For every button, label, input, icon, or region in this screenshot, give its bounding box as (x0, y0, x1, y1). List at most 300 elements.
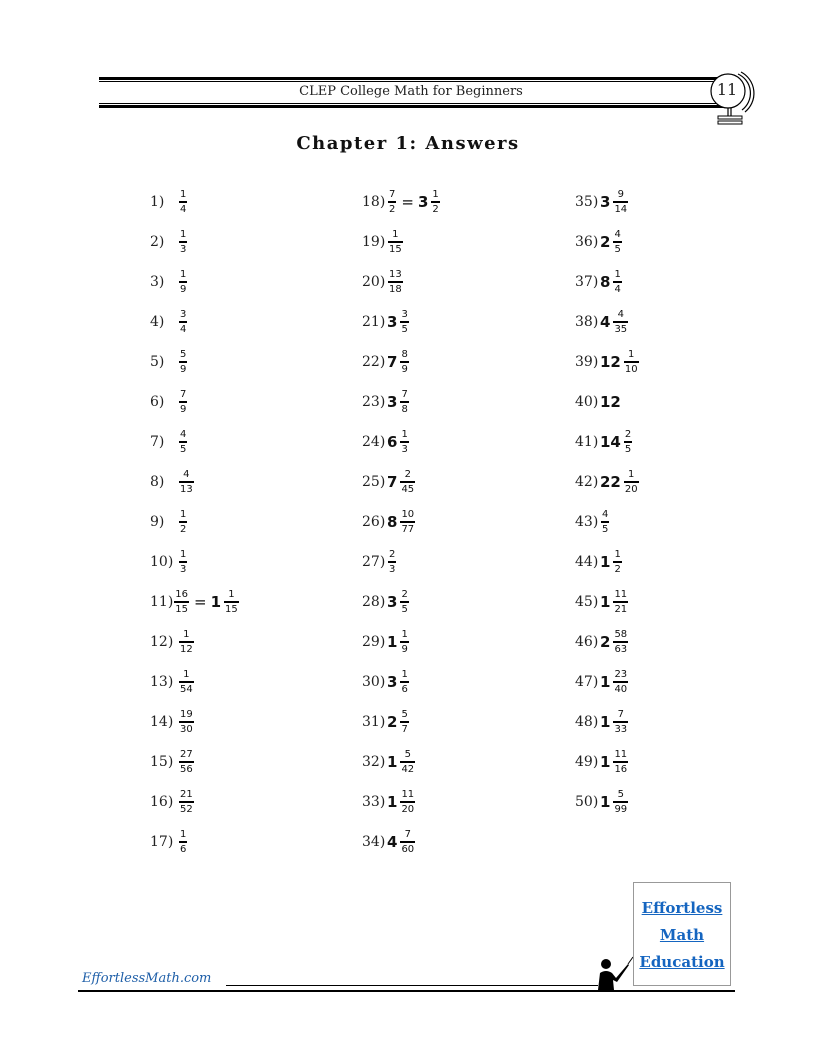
answer-number: 21) (362, 314, 386, 330)
answer-number: 36) (575, 234, 599, 250)
answer-item (575, 222, 640, 262)
answer-item (150, 462, 240, 502)
answer-number: 25) (362, 474, 386, 490)
numerator: 8 (401, 349, 408, 360)
answer-item (575, 662, 640, 702)
numerator: 1 (183, 669, 190, 680)
denominator: 8 (400, 401, 408, 415)
denominator: 20 (400, 801, 415, 815)
fraction (179, 509, 187, 535)
equals-sign: = (401, 193, 414, 211)
answer-item (150, 302, 240, 342)
whole-number: 1 (387, 793, 398, 811)
answer-item (362, 302, 441, 342)
whole-number: 3 (600, 193, 611, 211)
denominator: 56 (179, 761, 194, 775)
answer-item (362, 662, 441, 702)
denominator: 15 (224, 601, 239, 615)
numerator: 23 (614, 669, 628, 680)
fraction-part (224, 589, 239, 615)
answer-number: 27) (362, 554, 386, 570)
answer-item (575, 622, 640, 662)
teacher-pointer-icon (594, 954, 634, 990)
fraction (179, 189, 187, 215)
answer-number: 13) (150, 674, 174, 690)
answer-number: 4) (150, 314, 165, 330)
answer-item (575, 582, 640, 622)
whole-number: 4 (387, 833, 398, 851)
whole-number: 3 (417, 193, 429, 211)
answer-item (575, 742, 640, 782)
fraction (388, 269, 403, 295)
fraction-part (431, 189, 439, 215)
denominator: 9 (179, 281, 187, 295)
fraction-part (400, 309, 408, 335)
answer-item (362, 822, 441, 862)
header-rule-top-thin (99, 81, 723, 82)
numerator: 2 (404, 469, 411, 480)
whole-number: 1 (600, 793, 611, 811)
book-title: CLEP College Math for Beginners (299, 84, 523, 99)
answer-item (575, 302, 640, 342)
answer-item (362, 582, 441, 622)
fraction (601, 509, 609, 535)
denominator: 21 (613, 601, 628, 615)
numerator: 1 (628, 469, 635, 480)
answer-item (150, 622, 240, 662)
answer-number: 19) (362, 234, 386, 250)
denominator: 45 (400, 481, 415, 495)
fraction (179, 469, 194, 495)
fraction (179, 349, 187, 375)
answer-number: 35) (575, 194, 599, 210)
fraction (388, 189, 396, 215)
numerator: 1 (401, 669, 408, 680)
answer-item (362, 422, 441, 462)
fraction-part (624, 349, 639, 375)
numerator: 5 (404, 749, 411, 760)
page-number: 11 (716, 80, 738, 99)
footer-rule-thick (78, 990, 735, 992)
fraction (179, 549, 187, 575)
answer-number: 12) (150, 634, 174, 650)
numerator: 5 (180, 349, 187, 360)
answer-item (362, 742, 441, 782)
answer-item (150, 542, 240, 582)
numerator: 1 (180, 269, 187, 280)
numerator: 4 (180, 429, 187, 440)
denominator: 14 (613, 201, 628, 215)
answer-item (362, 542, 441, 582)
numerator: 1 (401, 429, 408, 440)
fraction-part (624, 429, 632, 455)
numerator: 1 (432, 189, 439, 200)
answer-item (362, 342, 441, 382)
denominator: 15 (174, 601, 189, 615)
answer-number: 38) (575, 314, 599, 330)
fraction-part (613, 589, 628, 615)
fraction-part (613, 549, 621, 575)
answer-number: 6) (150, 394, 165, 410)
answer-number: 24) (362, 434, 386, 450)
denominator: 5 (601, 521, 609, 535)
denominator: 13 (179, 481, 194, 495)
numerator: 4 (614, 229, 621, 240)
answer-number: 10) (150, 554, 174, 570)
answer-number: 49) (575, 754, 599, 770)
numerator: 1 (392, 229, 399, 240)
answer-item (575, 542, 640, 582)
header-rule-bottom-thick (99, 105, 723, 108)
whole-number: 2 (387, 713, 398, 731)
denominator: 5 (624, 441, 632, 455)
whole-number: 7 (387, 473, 398, 491)
fraction-part (400, 349, 408, 375)
answer-item (362, 502, 441, 542)
answer-item (150, 502, 240, 542)
answer-item (575, 702, 640, 742)
fraction (179, 829, 187, 855)
fraction-part (400, 629, 408, 655)
answer-number: 43) (575, 514, 599, 530)
numerator: 5 (401, 709, 408, 720)
fraction (179, 669, 194, 695)
denominator: 2 (179, 521, 187, 535)
answer-number: 44) (575, 554, 599, 570)
brand-line-1[interactable]: Effortless (641, 899, 723, 917)
numerator: 11 (614, 589, 628, 600)
answer-number: 29) (362, 634, 386, 650)
answer-item (362, 462, 441, 502)
denominator: 77 (400, 521, 415, 535)
denominator: 40 (613, 681, 628, 695)
denominator: 4 (179, 201, 187, 215)
numerator: 2 (401, 589, 408, 600)
fraction-part (613, 789, 628, 815)
numerator: 1 (228, 589, 235, 600)
numerator: 11 (614, 749, 628, 760)
answer-item (575, 462, 640, 502)
answer-number: 26) (362, 514, 386, 530)
header-rule-bottom-thin (99, 103, 723, 104)
denominator: 33 (613, 721, 628, 735)
denominator: 9 (400, 361, 408, 375)
numerator: 1 (614, 549, 621, 560)
answer-item (150, 662, 240, 702)
equals-sign: = (194, 593, 207, 611)
denominator: 99 (613, 801, 628, 815)
whole-number: 8 (387, 513, 398, 531)
numerator: 1 (628, 349, 635, 360)
answer-item (150, 182, 240, 222)
fraction-part (400, 389, 408, 415)
answer-number: 45) (575, 594, 599, 610)
answer-number: 17) (150, 834, 174, 850)
answer-number: 37) (575, 274, 599, 290)
brand-line-3[interactable]: Education (639, 953, 725, 971)
answer-number: 16) (150, 794, 174, 810)
fraction (388, 549, 396, 575)
fraction-part (400, 789, 415, 815)
answer-item (150, 342, 240, 382)
answer-number: 9) (150, 514, 165, 530)
answer-item (150, 782, 240, 822)
whole-number: 1 (600, 673, 611, 691)
denominator: 4 (179, 321, 187, 335)
numerator: 1 (180, 829, 187, 840)
answer-number: 28) (362, 594, 386, 610)
whole-number: 22 (600, 473, 621, 491)
denominator: 10 (624, 361, 639, 375)
denominator: 20 (624, 481, 639, 495)
answer-item (362, 262, 441, 302)
numerator: 1 (183, 629, 190, 640)
whole-number: 12 (600, 353, 621, 371)
answer-item (362, 182, 441, 222)
fraction (179, 629, 194, 655)
answer-number: 47) (575, 674, 599, 690)
denominator: 5 (613, 241, 621, 255)
answer-number: 31) (362, 714, 386, 730)
denominator: 4 (613, 281, 621, 295)
answer-number: 46) (575, 634, 599, 650)
answer-item (575, 782, 640, 822)
numerator: 21 (180, 789, 193, 800)
fraction-part (613, 189, 628, 215)
numerator: 2 (389, 549, 396, 560)
answer-item (150, 222, 240, 262)
numerator: 16 (175, 589, 189, 600)
header-rule-top-thick (99, 77, 723, 80)
denominator: 54 (179, 681, 194, 695)
fraction-part (613, 269, 621, 295)
answer-item (362, 782, 441, 822)
denominator: 2 (431, 201, 439, 215)
answer-number: 18) (362, 194, 386, 210)
numerator: 3 (401, 309, 408, 320)
answer-item (362, 702, 441, 742)
numerator: 58 (614, 629, 628, 640)
answer-number: 41) (575, 434, 599, 450)
numerator: 1 (180, 509, 187, 520)
answer-item (150, 582, 240, 622)
numerator: 9 (617, 189, 624, 200)
fraction-part (400, 709, 408, 735)
denominator: 5 (400, 321, 408, 335)
answer-item (362, 222, 441, 262)
numerator: 7 (404, 829, 411, 840)
answer-number: 15) (150, 754, 174, 770)
fraction-part (400, 469, 415, 495)
answer-number: 7) (150, 434, 165, 450)
answer-item (150, 382, 240, 422)
denominator: 35 (613, 321, 628, 335)
whole-number: 14 (600, 433, 621, 451)
answer-number: 30) (362, 674, 386, 690)
fraction-part (613, 749, 628, 775)
answers-column-1 (150, 182, 240, 862)
denominator: 18 (388, 281, 403, 295)
whole-number: 1 (387, 633, 398, 651)
whole-number: 1 (387, 753, 398, 771)
answer-item (575, 422, 640, 462)
whole-number: 4 (600, 313, 611, 331)
denominator: 9 (179, 401, 187, 415)
answer-number: 23) (362, 394, 386, 410)
fraction (179, 389, 187, 415)
numerator: 4 (617, 309, 624, 320)
numerator: 1 (614, 269, 621, 280)
answer-item (575, 502, 640, 542)
denominator: 5 (179, 441, 187, 455)
whole-number: 8 (600, 273, 611, 291)
fraction (174, 589, 189, 615)
fraction-part (400, 509, 415, 535)
answer-item (150, 262, 240, 302)
whole-number: 2 (600, 233, 611, 251)
fraction-part (613, 709, 628, 735)
answer-item (575, 382, 640, 422)
whole-number: 1 (600, 753, 611, 771)
fraction-part (624, 469, 639, 495)
denominator: 15 (388, 241, 403, 255)
whole-number: 6 (387, 433, 398, 451)
answer-number: 5) (150, 354, 165, 370)
answers-column-3 (575, 182, 640, 822)
answer-number: 20) (362, 274, 386, 290)
answer-number: 1) (150, 194, 165, 210)
answer-number: 2) (150, 234, 165, 250)
whole-number: 1 (600, 553, 611, 571)
denominator: 16 (613, 761, 628, 775)
answer-item (150, 702, 240, 742)
answer-item (362, 622, 441, 662)
numerator: 7 (180, 389, 187, 400)
denominator: 7 (400, 721, 408, 735)
answer-number: 33) (362, 794, 386, 810)
fraction-part (400, 429, 408, 455)
answer-number: 34) (362, 834, 386, 850)
whole-number: 3 (387, 393, 398, 411)
denominator: 2 (388, 201, 396, 215)
answer-item (150, 422, 240, 462)
fraction (388, 229, 403, 255)
fraction-part (400, 589, 408, 615)
denominator: 42 (400, 761, 415, 775)
whole-number: 1 (600, 713, 611, 731)
fraction-part (400, 749, 415, 775)
denominator: 3 (179, 561, 187, 575)
answers-column-2 (362, 182, 441, 862)
numerator: 4 (183, 469, 190, 480)
answer-number: 48) (575, 714, 599, 730)
numerator: 3 (180, 309, 187, 320)
numerator: 13 (389, 269, 402, 280)
whole-number: 3 (387, 313, 398, 331)
numerator: 4 (602, 509, 609, 520)
fraction (179, 229, 187, 255)
whole-number: 2 (600, 633, 611, 651)
numerator: 7 (401, 389, 408, 400)
numerator: 2 (624, 429, 632, 440)
answer-item (150, 822, 240, 862)
denominator: 3 (179, 241, 187, 255)
numerator: 19 (180, 709, 193, 720)
fraction (179, 749, 194, 775)
fraction-part (613, 229, 621, 255)
answer-number: 40) (575, 394, 599, 410)
denominator: 6 (179, 841, 187, 855)
numerator: 7 (617, 709, 624, 720)
fraction (179, 309, 187, 335)
fraction (179, 709, 194, 735)
answer-number: 22) (362, 354, 386, 370)
answer-number: 3) (150, 274, 165, 290)
whole-number: 3 (387, 673, 398, 691)
numerator: 1 (180, 549, 187, 560)
brand-line-2[interactable]: Math (659, 926, 705, 944)
numerator: 10 (401, 509, 415, 520)
denominator: 5 (400, 601, 408, 615)
answer-value: 12 (600, 393, 621, 411)
numerator: 7 (389, 189, 396, 200)
fraction-part (613, 629, 628, 655)
denominator: 60 (400, 841, 415, 855)
answer-item (150, 742, 240, 782)
fraction-part (400, 829, 415, 855)
fraction (179, 789, 194, 815)
numerator: 1 (180, 229, 187, 240)
denominator: 2 (613, 561, 621, 575)
fraction-part (613, 669, 628, 695)
answer-item (575, 342, 640, 382)
numerator: 5 (617, 789, 624, 800)
answer-number: 39) (575, 354, 599, 370)
denominator: 52 (179, 801, 194, 815)
fraction (179, 429, 187, 455)
numerator: 11 (401, 789, 415, 800)
answer-number: 32) (362, 754, 386, 770)
effortless-math-brand-box[interactable] (633, 882, 731, 986)
footer-rule-thin (226, 985, 598, 986)
answer-item (362, 382, 441, 422)
answer-number: 11) (150, 594, 174, 610)
denominator: 9 (400, 641, 408, 655)
answer-number: 14) (150, 714, 174, 730)
denominator: 9 (179, 361, 187, 375)
answer-number: 50) (575, 794, 599, 810)
answer-item (575, 182, 640, 222)
whole-number: 7 (387, 353, 398, 371)
fraction-part (400, 669, 408, 695)
fraction-part (613, 309, 628, 335)
denominator: 63 (613, 641, 628, 655)
numerator: 1 (180, 189, 187, 200)
denominator: 3 (400, 441, 408, 455)
fraction (179, 269, 187, 295)
answer-number: 8) (150, 474, 165, 490)
answer-number: 42) (575, 474, 599, 490)
footer-website-link[interactable]: EffortlessMath.com (82, 971, 212, 986)
denominator: 3 (388, 561, 396, 575)
denominator: 6 (400, 681, 408, 695)
denominator: 30 (179, 721, 194, 735)
denominator: 12 (179, 641, 194, 655)
numerator: 1 (401, 629, 408, 640)
whole-number: 1 (210, 593, 222, 611)
numerator: 27 (180, 749, 193, 760)
whole-number: 3 (387, 593, 398, 611)
